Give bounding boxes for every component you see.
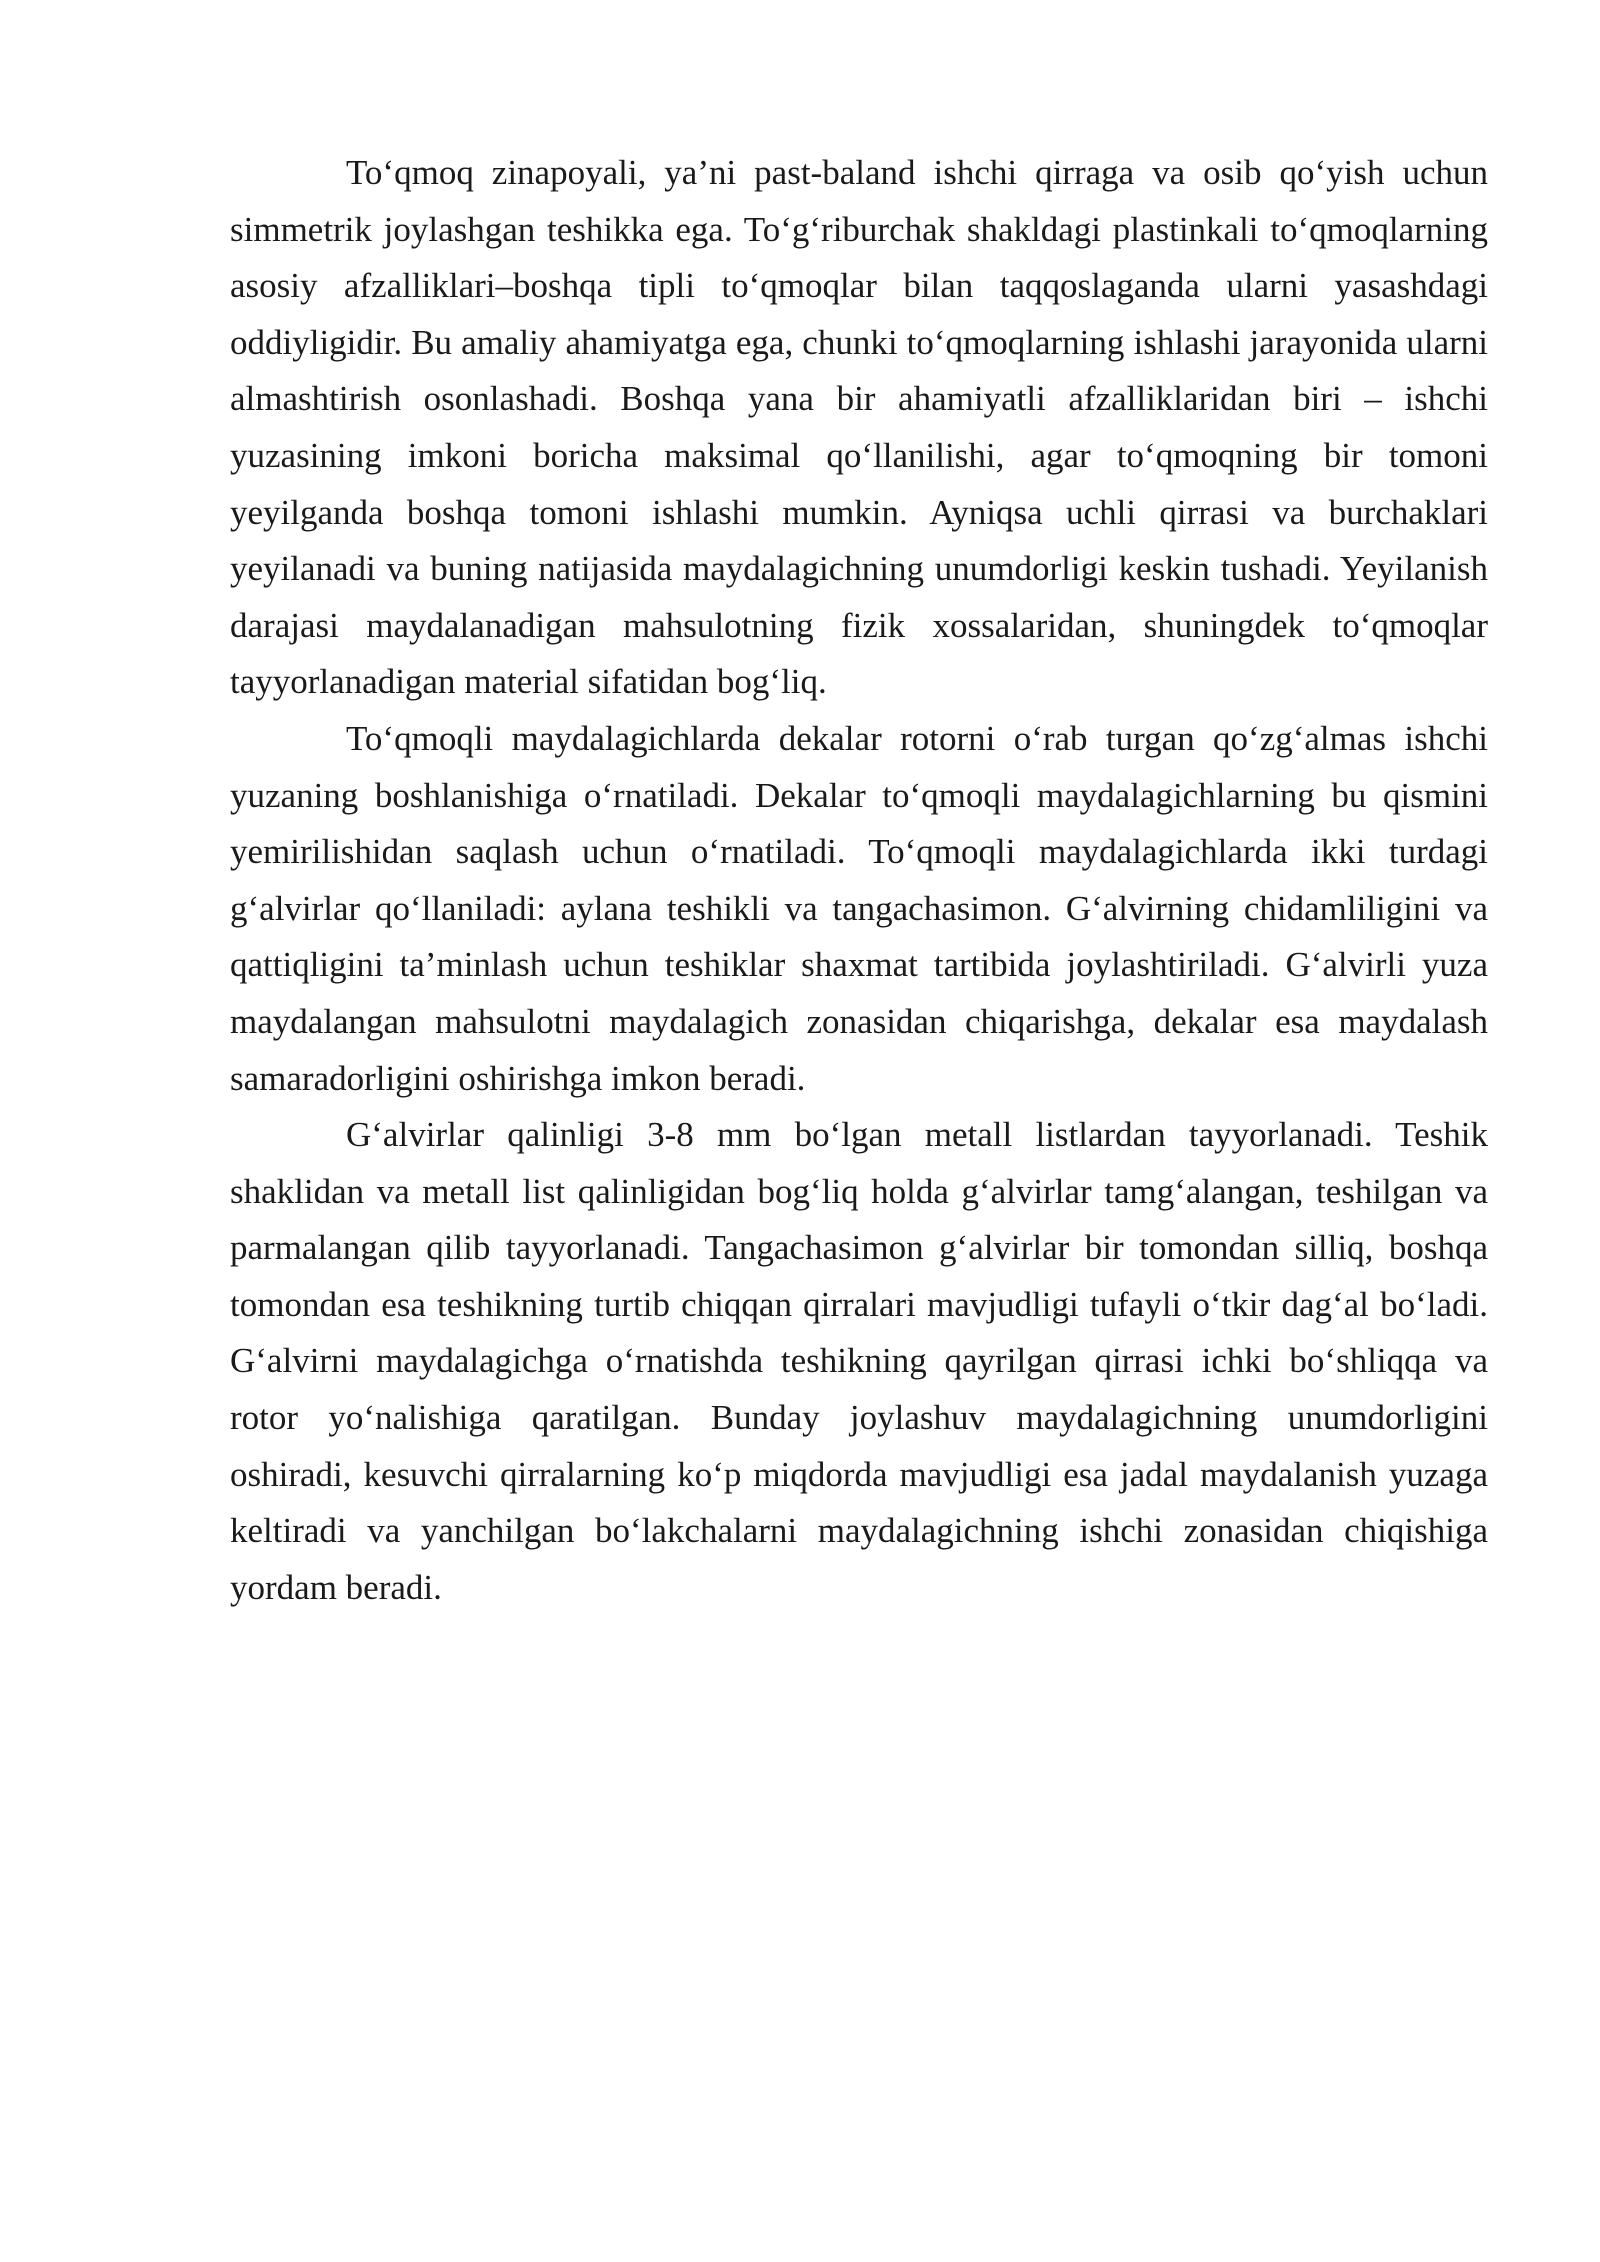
paragraph-1: To‘qmoq zinapoyali, ya’ni past-baland ishchi qirraga va osib qo‘yish uchun simmetrik joylashgan teshikka ega. To‘g‘riburchak shakldagi plastinkali to‘qmoqlarning asosiy afzalliklari–boshqa tipli to‘qmoqlar bilan taqqoslaganda ularni yasashdagi oddiyligidir. Bu amaliy ahamiyatga ega, chunki to‘qmoqlarning ishlashi jarayonida ularni almashtirish osonlashadi. Boshqa yana bir ahamiyatli afzalliklaridan biri – ishchi yuzasining imkoni boricha maksimal qo‘llanilishi, agar to‘qmoqning bir tomoni yeyilganda boshqa tomoni ishlashi mumkin. Ayniqsa uchli qirrasi va burchaklari yeyilanadi va buning natijasida maydalagichning unumdorligi keskin tushadi. Yeyilanish darajasi maydalanadigan mahsulotning fizik xossalaridan, shuningdek to‘qmoqlar tayyorlanadigan material sifatidan bog‘liq. [230,153,1488,702]
paragraph-2: To‘qmoqli maydalagichlarda dekalar rotorni o‘rab turgan qo‘zg‘almas ishchi yuzaning boshlanishiga o‘rnatiladi. Dekalar to‘qmoqli maydalagichlarning bu qismini yemirilishidan saqlash uchun o‘rnatiladi. To‘qmoqli maydalagichlarda ikki turdagi g‘alvirlar qo‘llaniladi: aylana teshikli va tangachasimon. G‘alvirning chidamliligini va qattiqligini ta’minlash uchun teshiklar shaxmat tartibida joylashtiriladi. G‘alvirli yuza maydalangan mahsulotni maydalagich zonasidan chiqarishga, dekalar esa maydalash samaradorligini oshirishga imkon beradi. [230,718,1488,1098]
paragraph-3: G‘alvirlar qalinligi 3-8 mm bo‘lgan metall listlardan tayyorlanadi. Teshik shaklidan va metall list qalinligidan bog‘liq holda g‘alvirlar tamg‘alangan, teshilgan va parmalangan qilib tayyorlanadi. Tangachasimon g‘alvirlar bir tomondan silliq, boshqa tomondan esa teshikning turtib chiqqan qirralari mavjudligi tufayli o‘tkir dag‘al bo‘ladi. G‘alvirni maydalagichga o‘rnatishda teshikning qayrilgan qirrasi ichki bo‘shliqqa va rotor yo‘nalishiga qaratilgan. Bunday joylashuv maydalagichning unumdorligini oshiradi, kesuvchi qirralarning ko‘p miqdorda mavjudligi esa jadal maydalanish yuzaga keltiradi va yanchilgan bo‘lakchalarni maydalagichning ishchi zonasidan chiqishiga yordam beradi. [230,1115,1488,1607]
document-page [230,145,1488,1616]
